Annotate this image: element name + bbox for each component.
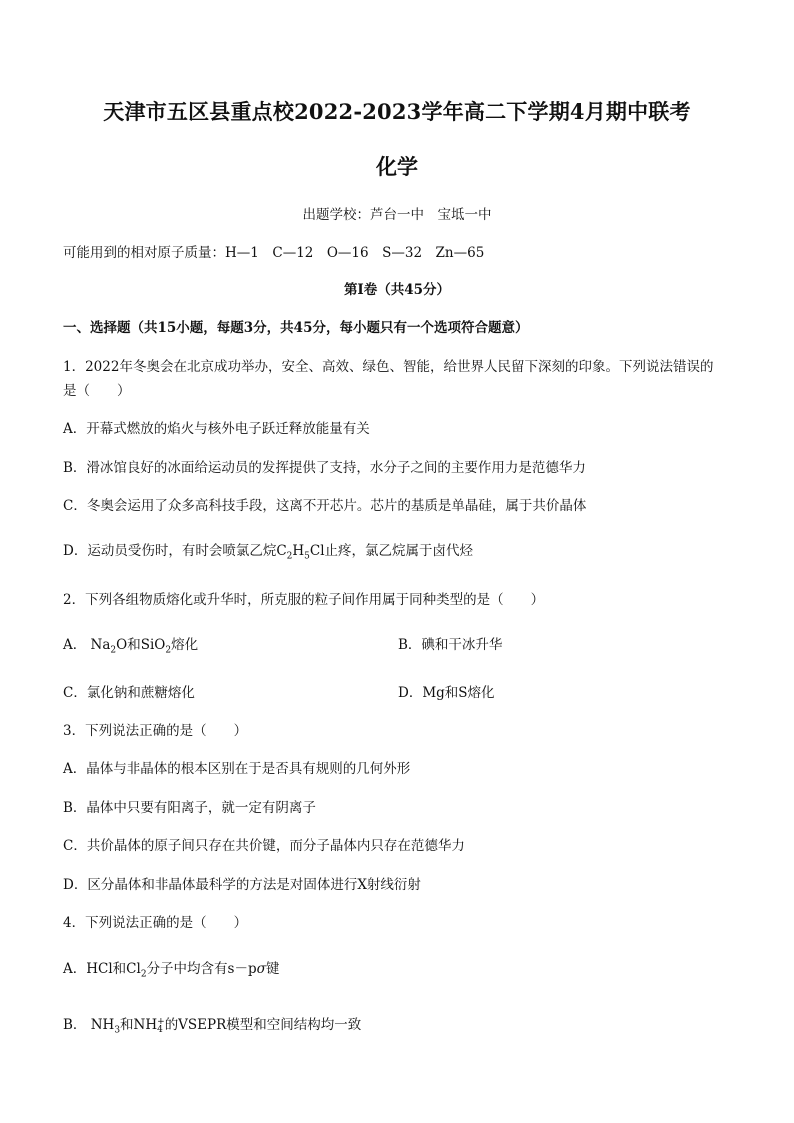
q1-option-b: B．滑冰馆良好的冰面给运动员的发挥提供了支持，水分子之间的主要作用力是范德华力 bbox=[63, 460, 586, 476]
exam-title: 天津市五区县重点校2022-2023学年高二下学期4月期中联考 bbox=[103, 99, 691, 124]
q2-a-text-3: 熔化 bbox=[171, 637, 199, 653]
q2-a-sub-2: 2 bbox=[165, 645, 172, 656]
q2-a-text-1: A． Na bbox=[63, 637, 111, 653]
q4-a-text-3: 键 bbox=[265, 961, 280, 977]
q3-option-b: B．晶体中只要有阳离子，就一定有阴离子 bbox=[63, 800, 316, 816]
q1-d-sub-2: 5 bbox=[304, 551, 310, 562]
q1-option-c: C．冬奥会运用了众多高科技手段，这离不开芯片。芯片的基质是单晶硅，属于共价晶体 bbox=[63, 498, 587, 514]
q3-option-d: D．区分晶体和非晶体最科学的方法是对固体进行X射线衍射 bbox=[63, 877, 421, 893]
q2-option-c: C．氯化钠和蔗糖熔化 bbox=[63, 685, 195, 701]
q1-option-a: A．开幕式燃放的焰火与核外电子跃迁释放能量有关 bbox=[63, 421, 370, 437]
q1-stem-line2: 是（ ） bbox=[63, 383, 131, 399]
q2-stem: 2．下列各组物质熔化或升华时，所克服的粒子间作用属于同种类型的是（ ） bbox=[63, 592, 545, 608]
setter-schools: 出题学校：芦台一中 宝坻一中 bbox=[302, 207, 492, 223]
q2-a-text-2: O和SiO bbox=[116, 637, 166, 653]
q4-b-sub-2: 4 bbox=[157, 1024, 163, 1035]
q1-d-sub-1: 2 bbox=[286, 551, 293, 562]
q1-d-text-1: D．运动员受伤时，有时会喷氯乙烷C bbox=[63, 543, 287, 559]
part-title: 一、选择题（共15小题，每题3分，共45分，每小题只有一个选项符合题意） bbox=[63, 320, 529, 336]
q4-b-text-2: 和NH bbox=[120, 1017, 158, 1033]
q4-option-b bbox=[63, 1013, 361, 1036]
q4-a-sigma: σ bbox=[256, 961, 266, 977]
q1-option-d bbox=[63, 539, 473, 562]
q4-stem: 4．下列说法正确的是（ ） bbox=[63, 915, 248, 931]
q4-a-text-2: 分子中均含有s－p bbox=[146, 961, 257, 977]
q3-option-a: A．晶体与非晶体的根本区别在于是否具有规则的几何外形 bbox=[63, 761, 411, 777]
q4-b-sup: + bbox=[157, 1016, 165, 1027]
q4-b-text-1: B． NH bbox=[63, 1017, 115, 1033]
volume-title: 第Ⅰ卷（共45分） bbox=[343, 282, 451, 298]
q1-stem-line1: 1．2022年冬奥会在北京成功举办，安全、高效、绿色、智能，给世界人民留下深刻的印象。下列说法错误的 bbox=[63, 359, 714, 375]
q4-option-a bbox=[63, 957, 279, 980]
q2-option-b: B．碘和干冰升华 bbox=[398, 637, 503, 653]
q4-b-sub-1: 3 bbox=[114, 1025, 121, 1036]
subject-title: 化学 bbox=[376, 154, 418, 179]
q4-a-sub: 2 bbox=[140, 969, 147, 980]
q4-b-ion-script bbox=[157, 1018, 165, 1034]
q4-a-text-1: A．HCl和Cl bbox=[63, 961, 141, 977]
q3-stem: 3．下列说法正确的是（ ） bbox=[63, 723, 248, 739]
q4-b-text-3: 的VSEPR模型和空间结构均一致 bbox=[164, 1017, 362, 1033]
atomic-mass-note: 可能用到的相对原子质量：H—1 C—12 O—16 S—32 Zn—65 bbox=[63, 245, 485, 261]
q3-option-c: C．共价晶体的原子间只存在共价键，而分子晶体内只存在范德华力 bbox=[63, 838, 465, 854]
q1-d-text-3: Cl止疼，氯乙烷属于卤代烃 bbox=[309, 543, 474, 559]
q1-d-text-2: H bbox=[292, 543, 305, 559]
q2-a-sub-1: 2 bbox=[110, 645, 117, 656]
q2-option-a bbox=[63, 633, 198, 656]
q2-option-d: D．Mg和S熔化 bbox=[398, 685, 495, 701]
